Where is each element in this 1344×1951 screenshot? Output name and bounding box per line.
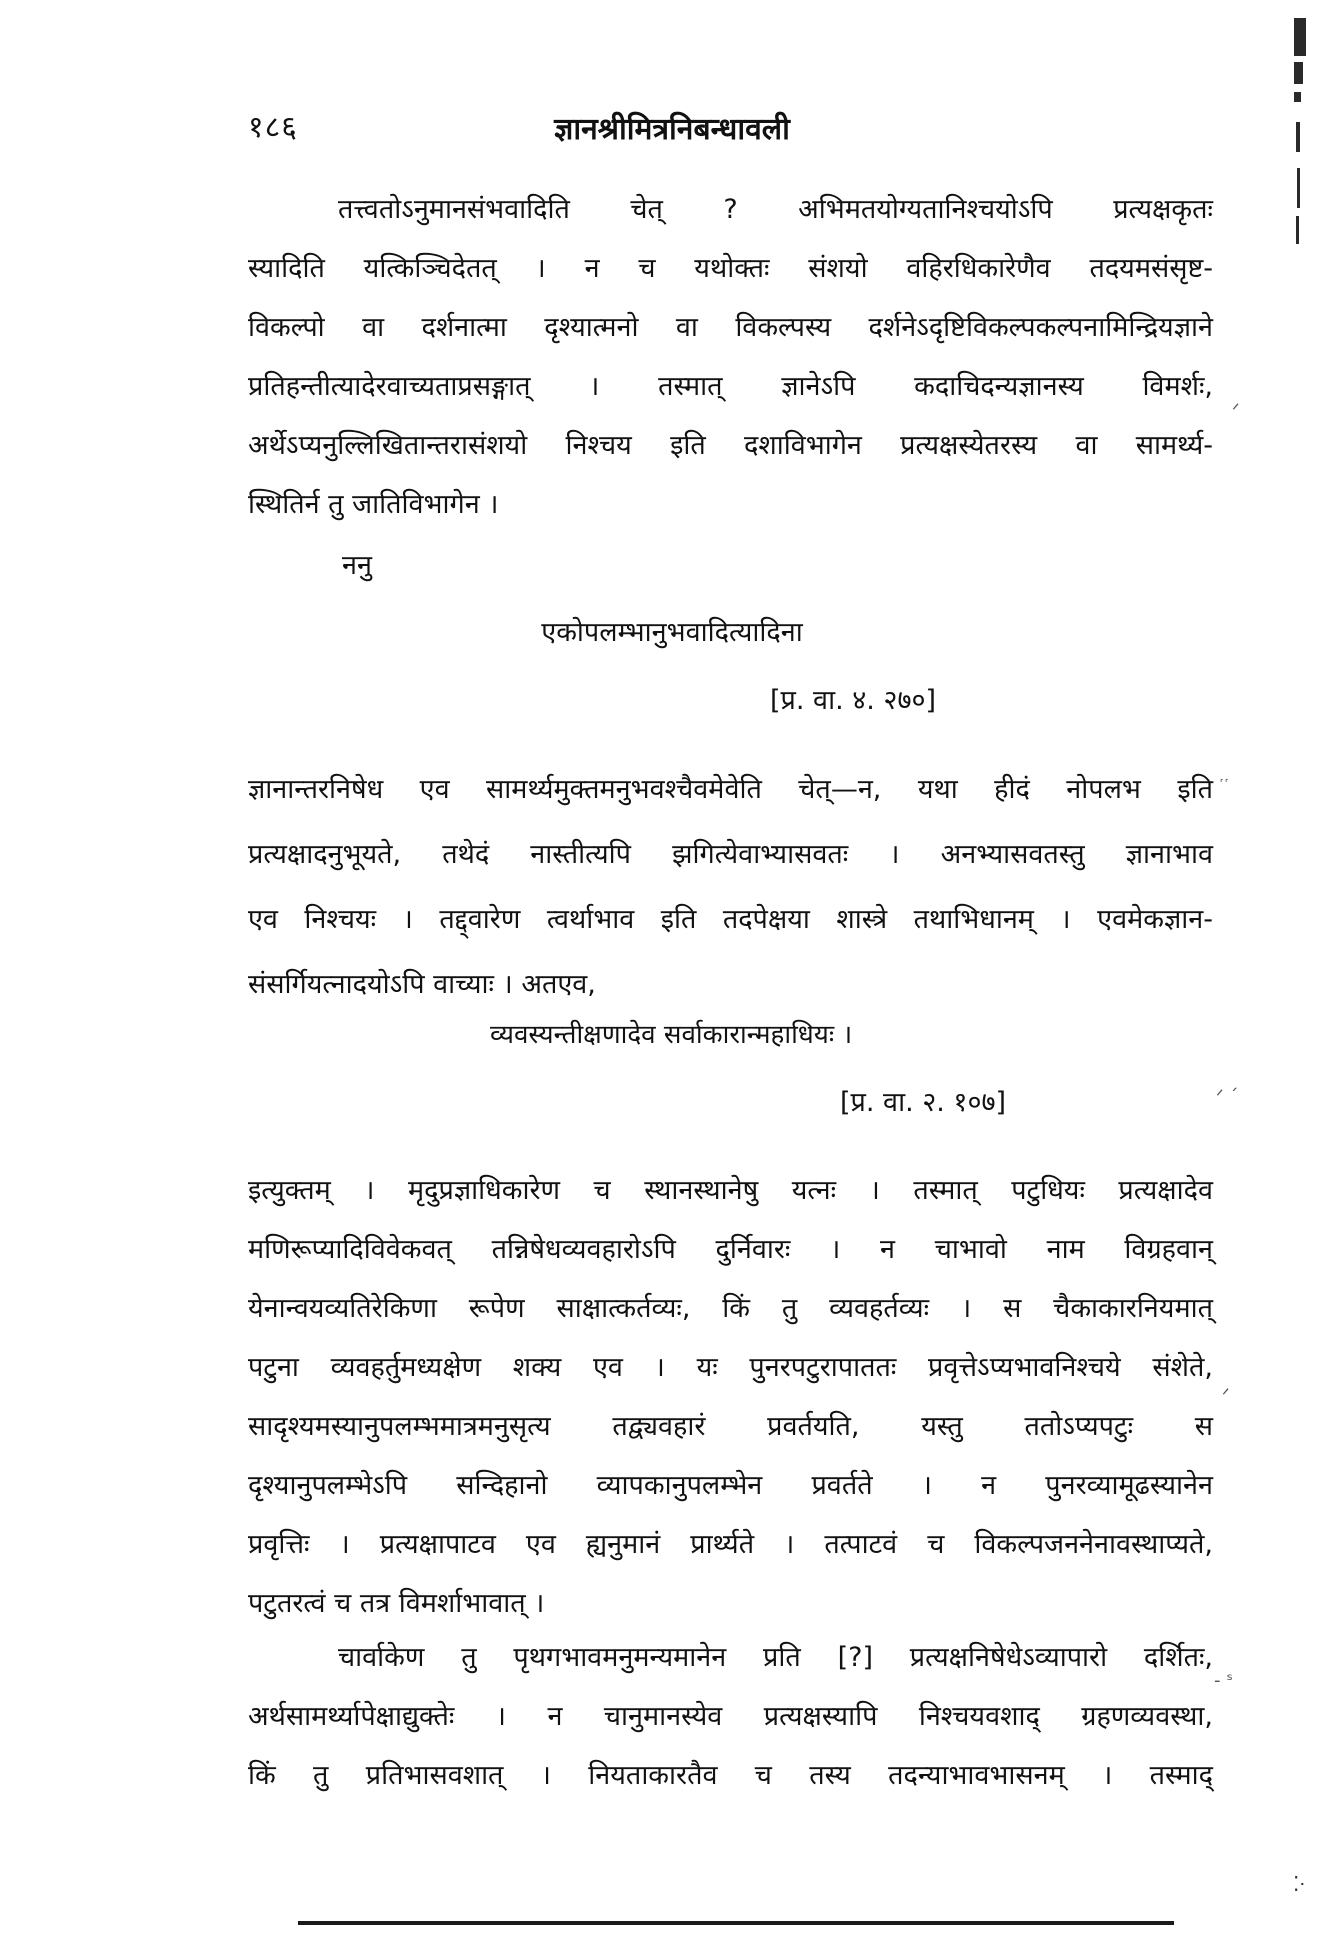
text-line: मणिरूप्यादिविवेकवत् तन्निषेधव्यवहारोऽपि दुर्निवारः । न चाभावो नाम विग्रहवान्: [248, 1234, 1213, 1265]
text-line: संसर्गियत्नादयोऽपि वाच्याः । अतएव,: [248, 969, 596, 1000]
text-line: पटुतरत्वं च तत्र विमर्शाभावात् ।: [248, 1588, 545, 1619]
text-line: किं तु प्रतिभासवशात् । नियताकारतैव च तस्य तदन्याभावभासनम् । तस्माद्: [248, 1760, 1213, 1791]
margin-mark: ᷊ ᷊: [1222, 762, 1228, 783]
text-line: ज्ञानान्तरनिषेध एव सामर्थ्यमुक्तमनुभवश्चैवमेवेति चेत्—न, यथा हीदं नोपलभ इति: [248, 774, 1213, 805]
nanu-word: ननु: [342, 550, 372, 581]
text-line: स्थितिर्न तु जातिविभागेन ।: [248, 489, 499, 520]
text-line: पटुना व्यवहर्तुमध्यक्षेण शक्य एव । यः पुनरपटुरापाततः प्रवृत्तेऽप्यभावनिश्चये संशेते,: [248, 1352, 1213, 1383]
text-line: एव निश्चयः । तद्द्वारेण त्वर्थाभाव इति तदपेक्षया शास्त्रे तथाभिधानम् । एवमेकज्ञान-: [248, 904, 1213, 935]
margin-mark: - ˢ: [1214, 1670, 1233, 1691]
quotation-1-reference: [प्र. वा. ४. २७०]: [770, 685, 937, 716]
text-line: स्यादिति यत्किञ्चिदेतत् । न च यथोक्तः संशयो वहिरधिकारेणैव तदयमसंसृष्ट-: [248, 253, 1213, 284]
corner-scan-mark: ⁚ᐧ: [1293, 1872, 1305, 1896]
running-title: ज्ञानश्रीमित्रनिबन्धावली: [554, 112, 790, 147]
text-line: प्रत्यक्षादनुभूयते, तथेदं नास्तीत्यपि झगित्येवाभ्यासवतः । अनभ्यासवतस्तु ज्ञानाभाव: [248, 839, 1213, 870]
bottom-rule: [298, 1921, 1174, 1925]
text-line: दृश्यानुपलम्भेऽपि सन्दिहानो व्यापकानुपलम्भेन प्रवर्तते । न पुनरव्यामूढस्यानेन: [248, 1470, 1213, 1501]
text-line: तत्त्वतोऽनुमानसंभवादिति चेत् ? अभिमतयोग्यतानिश्चयोऽपि प्रत्यक्षकृतः: [338, 194, 1213, 225]
text-line: प्रतिहन्तीत्यादेरवाच्यताप्रसङ्गात् । तस्मात् ज्ञानेऽपि कदाचिदन्यज्ञानस्य विमर्शः,: [248, 371, 1213, 402]
text-line: विकल्पो वा दर्शनात्मा दृश्यात्मनो वा विकल्पस्य दर्शनेऽदृष्टिविकल्पकल्पनामिन्द्रियज्ञाने: [248, 312, 1213, 343]
text-line: येनान्वयव्यतिरेकिणा रूपेण साक्षात्कर्तव्यः, किं तु व्यवहर्तव्यः । स चैकाकारनियमात्: [248, 1293, 1213, 1324]
paragraph-2: [248, 757, 1213, 1017]
paragraph-4: [248, 1628, 1213, 1805]
text-line: चार्वाकेण तु पृथगभावमनुमन्यमानेन प्रति [?] प्रत्यक्षनिषेधेऽव्यापारो दर्शितः,: [338, 1642, 1213, 1673]
quotation-2-reference: [प्र. वा. २. १०७]: [840, 1087, 1007, 1118]
margin-mark: ᐟ: [1222, 1385, 1230, 1406]
quotation-2: व्यवस्यन्तीक्षणादेव सर्वाकारान्महाधियः ।: [490, 1020, 853, 1050]
paragraph-3: [248, 1161, 1213, 1633]
text-line: सादृश्यमस्यानुपलम्भमात्रमनुसृत्य तद्व्यवहारं प्रवर्तयति, यस्तु ततोऽप्यपटुः स: [248, 1411, 1213, 1442]
text-line: प्रवृत्तिः । प्रत्यक्षापाटव एव ह्यनुमानं प्रार्थ्यते । तत्पाटवं च विकल्पजननेनावस्थाप्यते,: [248, 1529, 1213, 1560]
text-line: अर्थसामर्थ्यापेक्षाद्युक्तेः । न चानुमानस्येव प्रत्यक्षस्यापि निश्चयवशाद् ग्रहणव्यवस्था,: [248, 1701, 1213, 1732]
paragraph-1: [248, 180, 1213, 534]
text-line: अर्थेऽप्यनुल्लिखितान्तरासंशयो निश्चय इति दशाविभागेन प्रत्यक्षस्येतरस्य वा सामर्थ्य-: [248, 430, 1213, 461]
margin-mark: ᐟ: [1232, 400, 1240, 421]
text-line: इत्युक्तम् । मृदुप्रज्ञाधिकारेण च स्थानस्थानेषु यत्नः । तस्मात् पटुधियः प्रत्यक्षादेव: [248, 1175, 1213, 1206]
margin-mark: ᐟ ˊ: [1216, 1086, 1239, 1107]
page-number: १८६: [248, 110, 298, 145]
quotation-1: एकोपलम्भानुभवादित्यादिना: [541, 617, 803, 648]
